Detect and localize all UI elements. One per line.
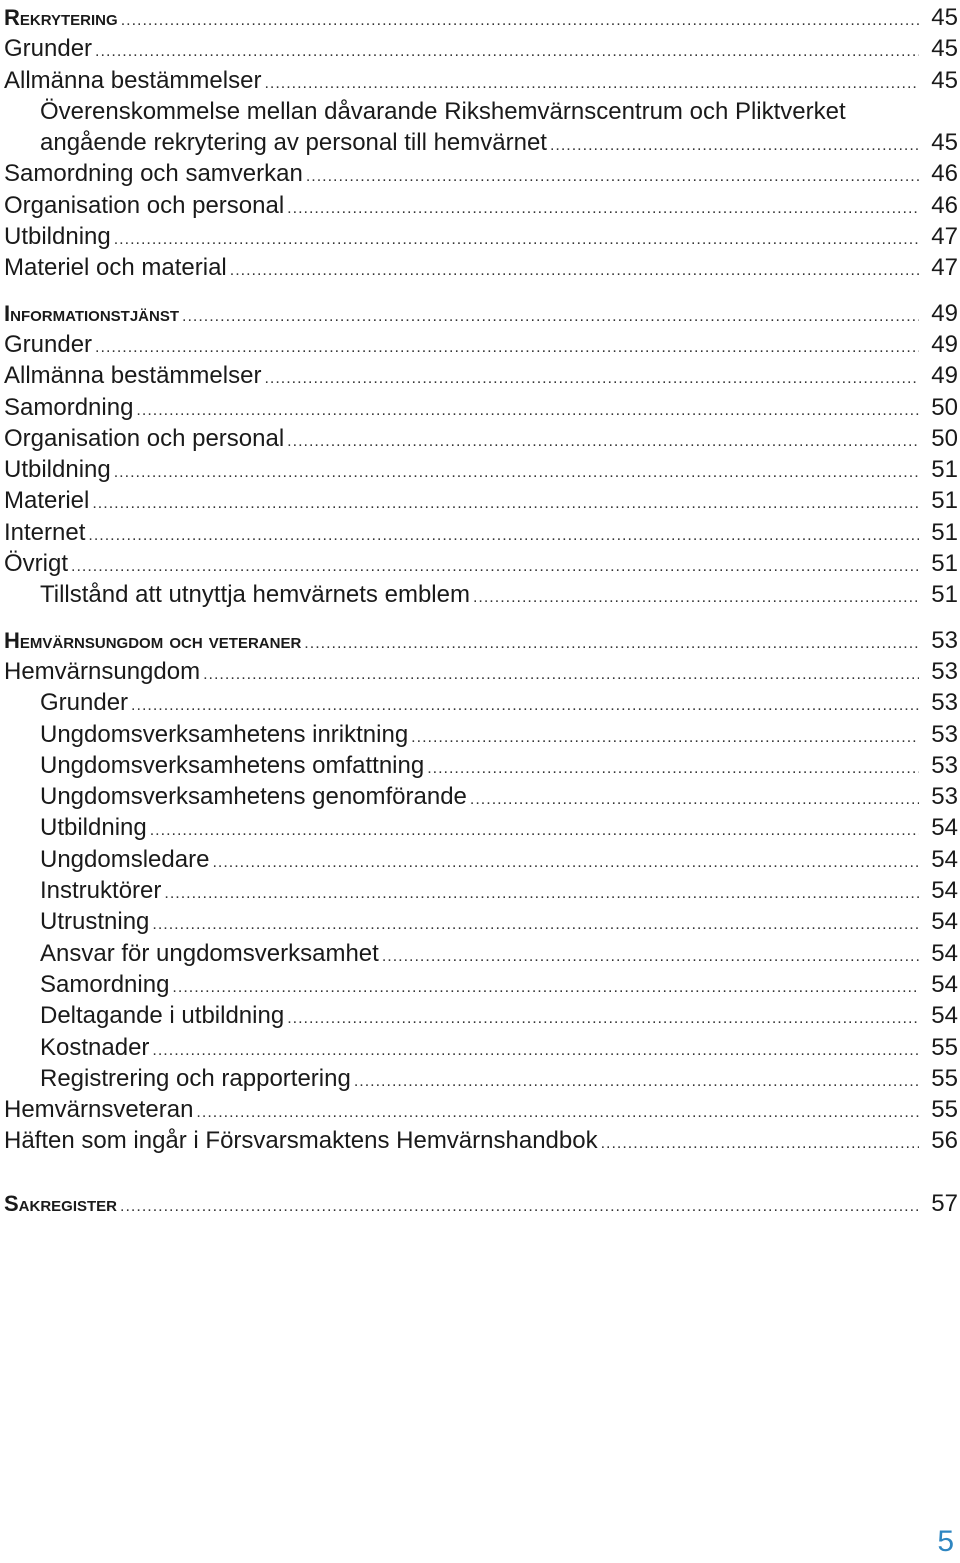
- dot-leader: [287, 193, 919, 224]
- dot-leader: [150, 815, 919, 846]
- page-number: 5: [937, 1525, 954, 1558]
- toc-heading-sakregister[interactable]: [4, 1188, 958, 1219]
- dot-leader: [95, 36, 919, 67]
- toc-entry-label: Ungdomsledare: [40, 845, 210, 873]
- toc-entry[interactable]: [4, 548, 958, 579]
- toc-entry-label: Organisation och personal: [4, 191, 285, 219]
- toc-entry-label: Internet: [4, 518, 86, 546]
- toc-subentry[interactable]: [4, 969, 958, 1000]
- dot-leader: [164, 878, 919, 909]
- toc-page-number: 53: [931, 657, 958, 685]
- dot-leader: [470, 784, 919, 815]
- toc-page-number: 54: [931, 814, 958, 842]
- dot-leader: [92, 488, 919, 519]
- toc-entry[interactable]: [4, 190, 958, 221]
- dot-leader: [264, 68, 919, 99]
- toc-heading-label: Sakregister: [4, 1190, 118, 1216]
- toc-page-number: 54: [931, 939, 958, 967]
- toc-heading-label: Informationstjänst: [4, 300, 179, 326]
- toc-heading-hemvarnsungdom-och-veteraner[interactable]: [4, 625, 958, 656]
- toc-entry-label: Utbildning: [4, 456, 111, 484]
- toc-page-number: 51: [931, 550, 958, 578]
- toc-entry-label: Organisation och personal: [4, 424, 285, 452]
- toc-page-number: 45: [931, 129, 958, 157]
- toc-page-number: 46: [931, 160, 958, 188]
- toc-entry-label: Deltagande i utbildning: [40, 1002, 285, 1030]
- toc-subentry[interactable]: [4, 875, 958, 906]
- toc-subentry[interactable]: [4, 1063, 958, 1094]
- dot-leader: [136, 395, 919, 426]
- toc-entry-label: Kostnader: [40, 1033, 150, 1061]
- toc-page-number: 54: [931, 908, 958, 936]
- toc-entry[interactable]: [4, 517, 958, 548]
- toc-entry-label: Ungdomsverksamhetens inriktning: [40, 720, 409, 748]
- toc-page-number: 55: [931, 1096, 958, 1124]
- toc-entry[interactable]: [4, 454, 958, 485]
- toc-entry-label-line1: Överenskommelse mellan dåvarande Rikshemvärnscentrum och Pliktverket: [40, 97, 846, 125]
- dot-leader: [287, 426, 919, 457]
- toc-entry[interactable]: [4, 423, 958, 454]
- toc-page-number: 54: [931, 1002, 958, 1030]
- dot-leader: [304, 628, 919, 659]
- dot-leader: [306, 161, 919, 192]
- toc-page-number: 54: [931, 845, 958, 873]
- toc-page-number: 55: [931, 1033, 958, 1061]
- dot-leader: [287, 1003, 919, 1034]
- toc-page-number: 47: [931, 223, 958, 251]
- toc-page-number: 51: [931, 581, 958, 609]
- dot-leader: [152, 1035, 919, 1066]
- toc-page-number: 51: [931, 487, 958, 515]
- toc-entry-label: Utrustning: [40, 908, 150, 936]
- toc-entry-label: Ungdomsverksamhetens omfattning: [40, 751, 425, 779]
- toc-entry[interactable]: [4, 221, 958, 252]
- toc-page-number: 51: [931, 518, 958, 546]
- toc-entry-label: Grunder: [40, 689, 129, 717]
- dot-leader: [264, 363, 919, 394]
- dot-leader: [354, 1066, 919, 1097]
- toc-page-number: 53: [931, 751, 958, 779]
- toc-entry-label: Grunder: [4, 330, 93, 358]
- dot-leader: [95, 332, 919, 363]
- toc-page-number: 46: [931, 191, 958, 219]
- dot-leader: [131, 690, 919, 721]
- toc-entry-label: Ungdomsverksamhetens genomförande: [40, 783, 467, 811]
- dot-leader: [71, 551, 919, 582]
- dot-leader: [601, 1128, 919, 1159]
- toc-subentry[interactable]: [4, 844, 958, 875]
- toc-entry-label: Övrigt: [4, 550, 69, 578]
- toc-subentry[interactable]: [4, 579, 958, 610]
- toc-heading-label: Rekrytering: [4, 5, 118, 30]
- toc-page-number: 54: [931, 877, 958, 905]
- toc-entry-label: Materiel och material: [4, 254, 227, 282]
- toc-page-number: 51: [931, 456, 958, 484]
- dot-leader: [152, 909, 919, 940]
- toc-entry-label: Allmänna bestämmelser: [4, 362, 262, 390]
- dot-leader: [411, 722, 919, 753]
- toc-page-number: 47: [931, 254, 958, 282]
- toc-heading-informationstjanst[interactable]: [4, 298, 958, 329]
- toc-page-number: 53: [931, 783, 958, 811]
- toc-entry-label: Allmänna bestämmelser: [4, 66, 262, 94]
- toc-entry-label: Samordning: [4, 393, 134, 421]
- dot-leader: [212, 847, 919, 878]
- toc-entry-label: Utbildning: [4, 223, 111, 251]
- dot-leader: [172, 972, 919, 1003]
- toc-entry-label: Tillstånd att utnyttja hemvärnets emblem: [40, 581, 470, 609]
- toc-entry[interactable]: [4, 1094, 958, 1125]
- toc-entry[interactable]: [4, 158, 958, 189]
- toc-subentry[interactable]: [4, 1032, 958, 1063]
- toc-entry-label: Materiel: [4, 487, 90, 515]
- toc-subentry[interactable]: [4, 750, 958, 781]
- table-of-contents: [4, 2, 958, 1219]
- toc-entry-label: Registrering och rapportering: [40, 1064, 351, 1092]
- toc-page-number: 45: [931, 66, 958, 94]
- dot-leader: [120, 1191, 919, 1222]
- toc-page-number: 49: [931, 299, 958, 327]
- toc-page-number: 49: [931, 362, 958, 390]
- toc-entry[interactable]: [4, 65, 958, 96]
- toc-page-number: 54: [931, 970, 958, 998]
- dot-leader: [382, 941, 919, 972]
- toc-page-number: 53: [931, 689, 958, 717]
- dot-leader: [473, 582, 919, 613]
- toc-entry-label: Samordning: [40, 970, 170, 998]
- toc-entry-label: Samordning och samverkan: [4, 160, 303, 188]
- toc-entry[interactable]: [4, 252, 958, 283]
- toc-subentry[interactable]: [4, 906, 958, 937]
- toc-subentry[interactable]: [4, 781, 958, 812]
- toc-entry-label: Grunder: [4, 35, 93, 63]
- toc-page-number: 53: [931, 720, 958, 748]
- toc-entry[interactable]: [4, 360, 958, 391]
- toc-entry-wrapped[interactable]: [4, 96, 958, 159]
- toc-entry-label: Utbildning: [40, 814, 147, 842]
- dot-leader: [203, 659, 919, 690]
- toc-page-number: 57: [931, 1189, 958, 1217]
- dot-leader: [427, 753, 919, 784]
- toc-entry[interactable]: [4, 485, 958, 516]
- dot-leader: [550, 130, 919, 161]
- toc-page-number: 55: [931, 1064, 958, 1092]
- toc-entry[interactable]: [4, 1125, 958, 1156]
- dot-leader: [182, 301, 919, 332]
- dot-leader: [88, 520, 919, 551]
- toc-entry-wrapped-last-line: [4, 127, 958, 158]
- toc-page-number: 49: [931, 330, 958, 358]
- toc-entry-label: Hemvärnsungdom: [4, 657, 201, 685]
- toc-page-number: 50: [931, 393, 958, 421]
- toc-page-number: 53: [931, 626, 958, 654]
- toc-page-number: 50: [931, 424, 958, 452]
- toc-entry[interactable]: [4, 33, 958, 64]
- toc-subentry[interactable]: [4, 1000, 958, 1031]
- dot-leader: [196, 1097, 919, 1128]
- toc-heading-rekrytering[interactable]: [4, 2, 958, 33]
- dot-leader: [121, 5, 919, 36]
- toc-entry-label: angående rekrytering av personal till hemvärnet: [40, 129, 547, 157]
- dot-leader: [114, 457, 919, 488]
- toc-page-number: 45: [931, 35, 958, 63]
- dot-leader: [230, 255, 919, 286]
- toc-heading-label: Hemvärnsungdom och veteraner: [4, 627, 302, 653]
- toc-entry[interactable]: [4, 656, 958, 687]
- toc-entry-label: Hemvärnsveteran: [4, 1096, 194, 1124]
- toc-subentry[interactable]: [4, 687, 958, 718]
- toc-entry-label: Ansvar för ungdomsverksamhet: [40, 939, 379, 967]
- toc-subentry[interactable]: [4, 812, 958, 843]
- toc-page-number: 45: [931, 4, 958, 31]
- toc-page-number: 56: [931, 1127, 958, 1155]
- toc-entry[interactable]: [4, 329, 958, 360]
- toc-entry-label: Häften som ingår i Försvarsmaktens Hemvärnshandbok: [4, 1127, 598, 1155]
- toc-subentry[interactable]: [4, 719, 958, 750]
- toc-entry-label: Instruktörer: [40, 877, 162, 905]
- dot-leader: [114, 224, 919, 255]
- toc-entry[interactable]: [4, 392, 958, 423]
- toc-subentry[interactable]: [4, 938, 958, 969]
